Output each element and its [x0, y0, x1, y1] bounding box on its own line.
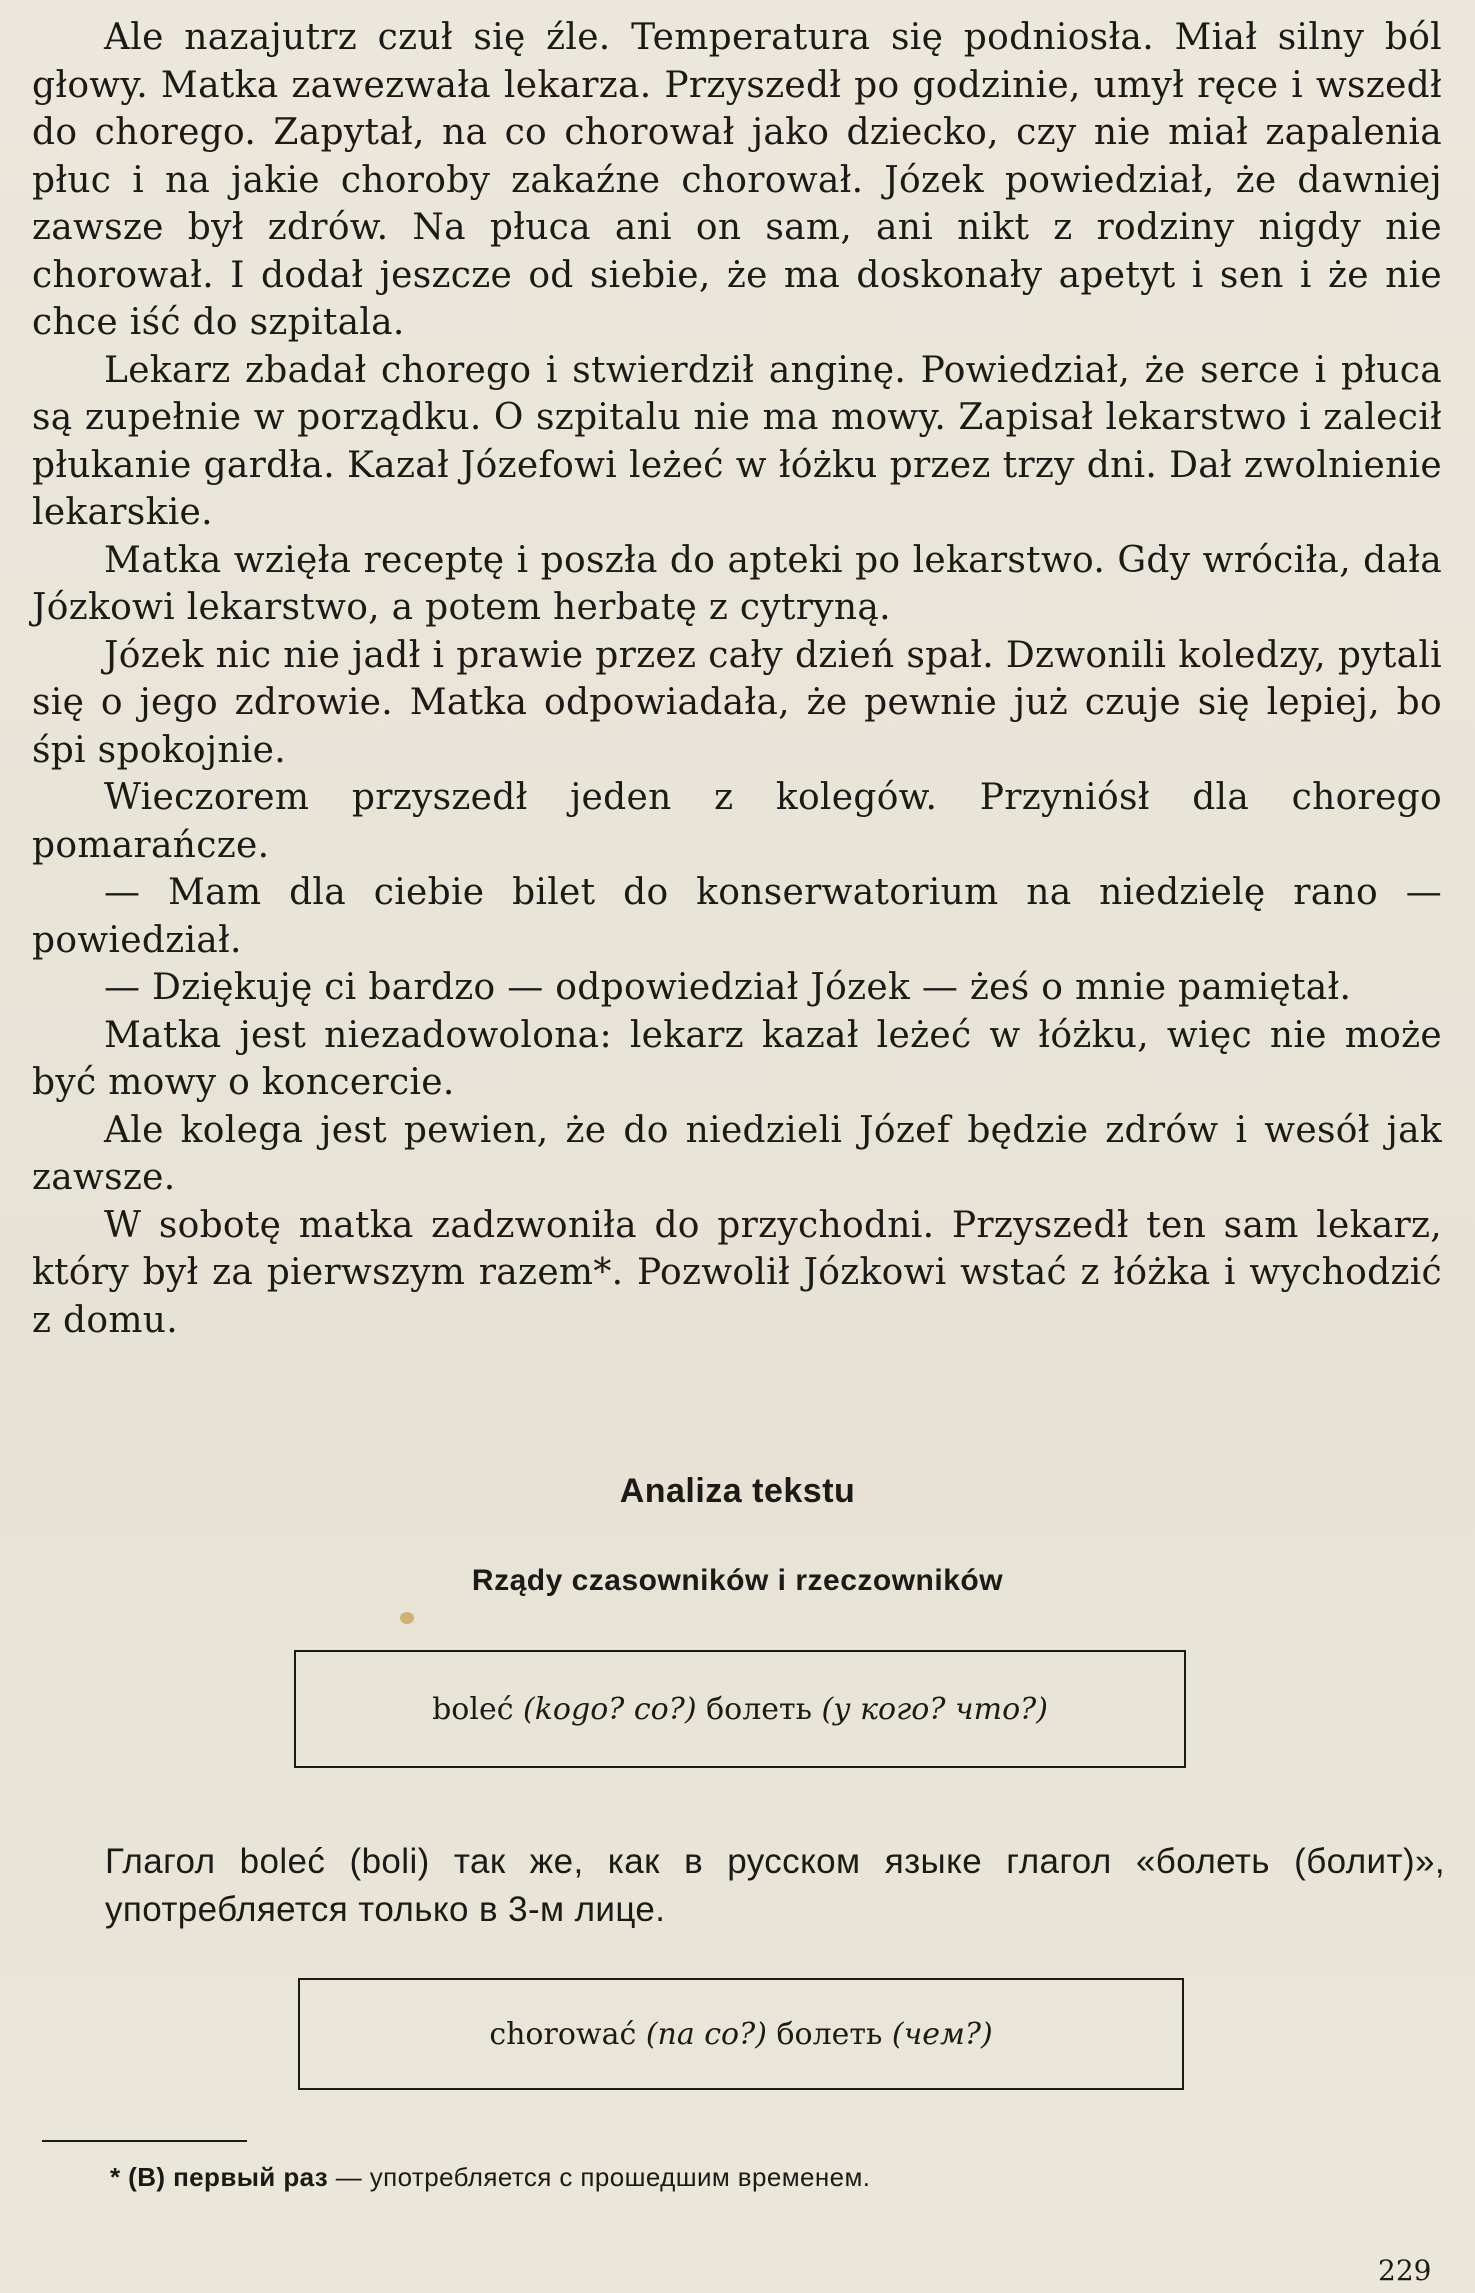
footnote [110, 2162, 870, 2193]
footnote-label: (B) первый раз [128, 2162, 329, 2192]
footnote-rule [42, 2140, 247, 2142]
paragraph: Ale nazajutrz czuł się źle. Temperatura się podniosła. Miał silny ból głowy. Matka zawezwała lekarza. Przyszedł po godzinie, umył ręce i wszedł do chorego. Zapytał, na co chorował jako dziecko, czy nie miał zapalenia płuc i na jakie choroby zakaźne chorował. Józek powiedział, że dawniej zawsze był zdrów. Na płuca ani on sam, ani nikt z rodziny nigdy nie chorował. I dodał jeszcze od siebie, że ma doskonały apetyt i sen i że nie chce iść do szpitala. [32, 17, 1442, 343]
box-word-ru: болеть [706, 1691, 812, 1727]
paragraph: Matka jest niezadowolona: lekarz kazał leżeć w łóżku, więc nie może być mowy o koncercie. [32, 1014, 1442, 1103]
box-word: boleć [432, 1691, 514, 1727]
box-word-ru: болеть [776, 2016, 883, 2052]
box-question-pl: (na co?) [645, 2016, 767, 2052]
box-word: chorować [489, 2016, 637, 2052]
grammar-note: Глагол boleć (boli) так же, как в русском языке глагол «болеть (болит)», употребляется только в 3-м лице. [105, 1842, 1445, 1929]
paragraph: — Mam dla ciebie bilet do konserwatorium na niedzielę rano — powiedział. [32, 872, 1442, 961]
paper-stain [400, 1612, 414, 1624]
box-question-ru: (чем?) [891, 2016, 993, 2052]
box-question-pl: (kogo? co?) [523, 1691, 697, 1727]
paragraph: Józek nic nie jadł i prawie przez cały dzień spał. Dzwonili koledzy, pytali się o jego zdrowie. Matka odpowiadała, że pewnie już czuje się lepiej, bo śpi spokojnie. [32, 634, 1442, 771]
government-box-bolec [294, 1650, 1186, 1768]
box-question-ru: (у кого? что?) [821, 1691, 1048, 1727]
section-subtitle: Rządy czasowników i rzeczowników [471, 1564, 1004, 1597]
page-number: 229 [1378, 2254, 1432, 2287]
government-box-chorowac [298, 1978, 1184, 2090]
paragraph: — Dziękuję ci bardzo — odpowiedział Józek — żeś o mnie pamiętał. [104, 967, 1352, 1008]
footnote-marker: * [110, 2162, 121, 2192]
paragraph: Matka wzięła receptę i poszła do apteki po lekarstwo. Gdy wróciła, dała Józkowi lekarstwo, a potem herbatę z cytryną. [32, 539, 1442, 628]
paragraph: Wieczorem przyszedł jeden z kolegów. Przyniósł dla chorego pomarańcze. [32, 777, 1442, 866]
paragraph: W sobotę matka zadzwoniła do przychodni. Przyszedł ten sam lekarz, który był za pierwszym razem*. Pozwolił Józkowi wstać z łóżka i wychodzić z domu. [32, 1204, 1442, 1341]
section-title: Analiza tekstu [619, 1472, 856, 1510]
paragraph: Ale kolega jest pewien, że do niedzieli Józef będzie zdrów i wesół jak zawsze. [32, 1109, 1442, 1198]
paragraph: Lekarz zbadał chorego i stwierdził anginę. Powiedział, że serce i płuca są zupełnie w porządku. O szpitalu nie ma mowy. Zapisał lekarstwo i zalecił płukanie gardła. Kazał Józefowi leżeć w łóżku przez trzy dni. Dał zwolnienie lekarskie. [32, 349, 1442, 533]
story-text [32, 14, 1442, 1344]
footnote-text: — употребляется с прошедшим временем. [335, 2162, 871, 2192]
